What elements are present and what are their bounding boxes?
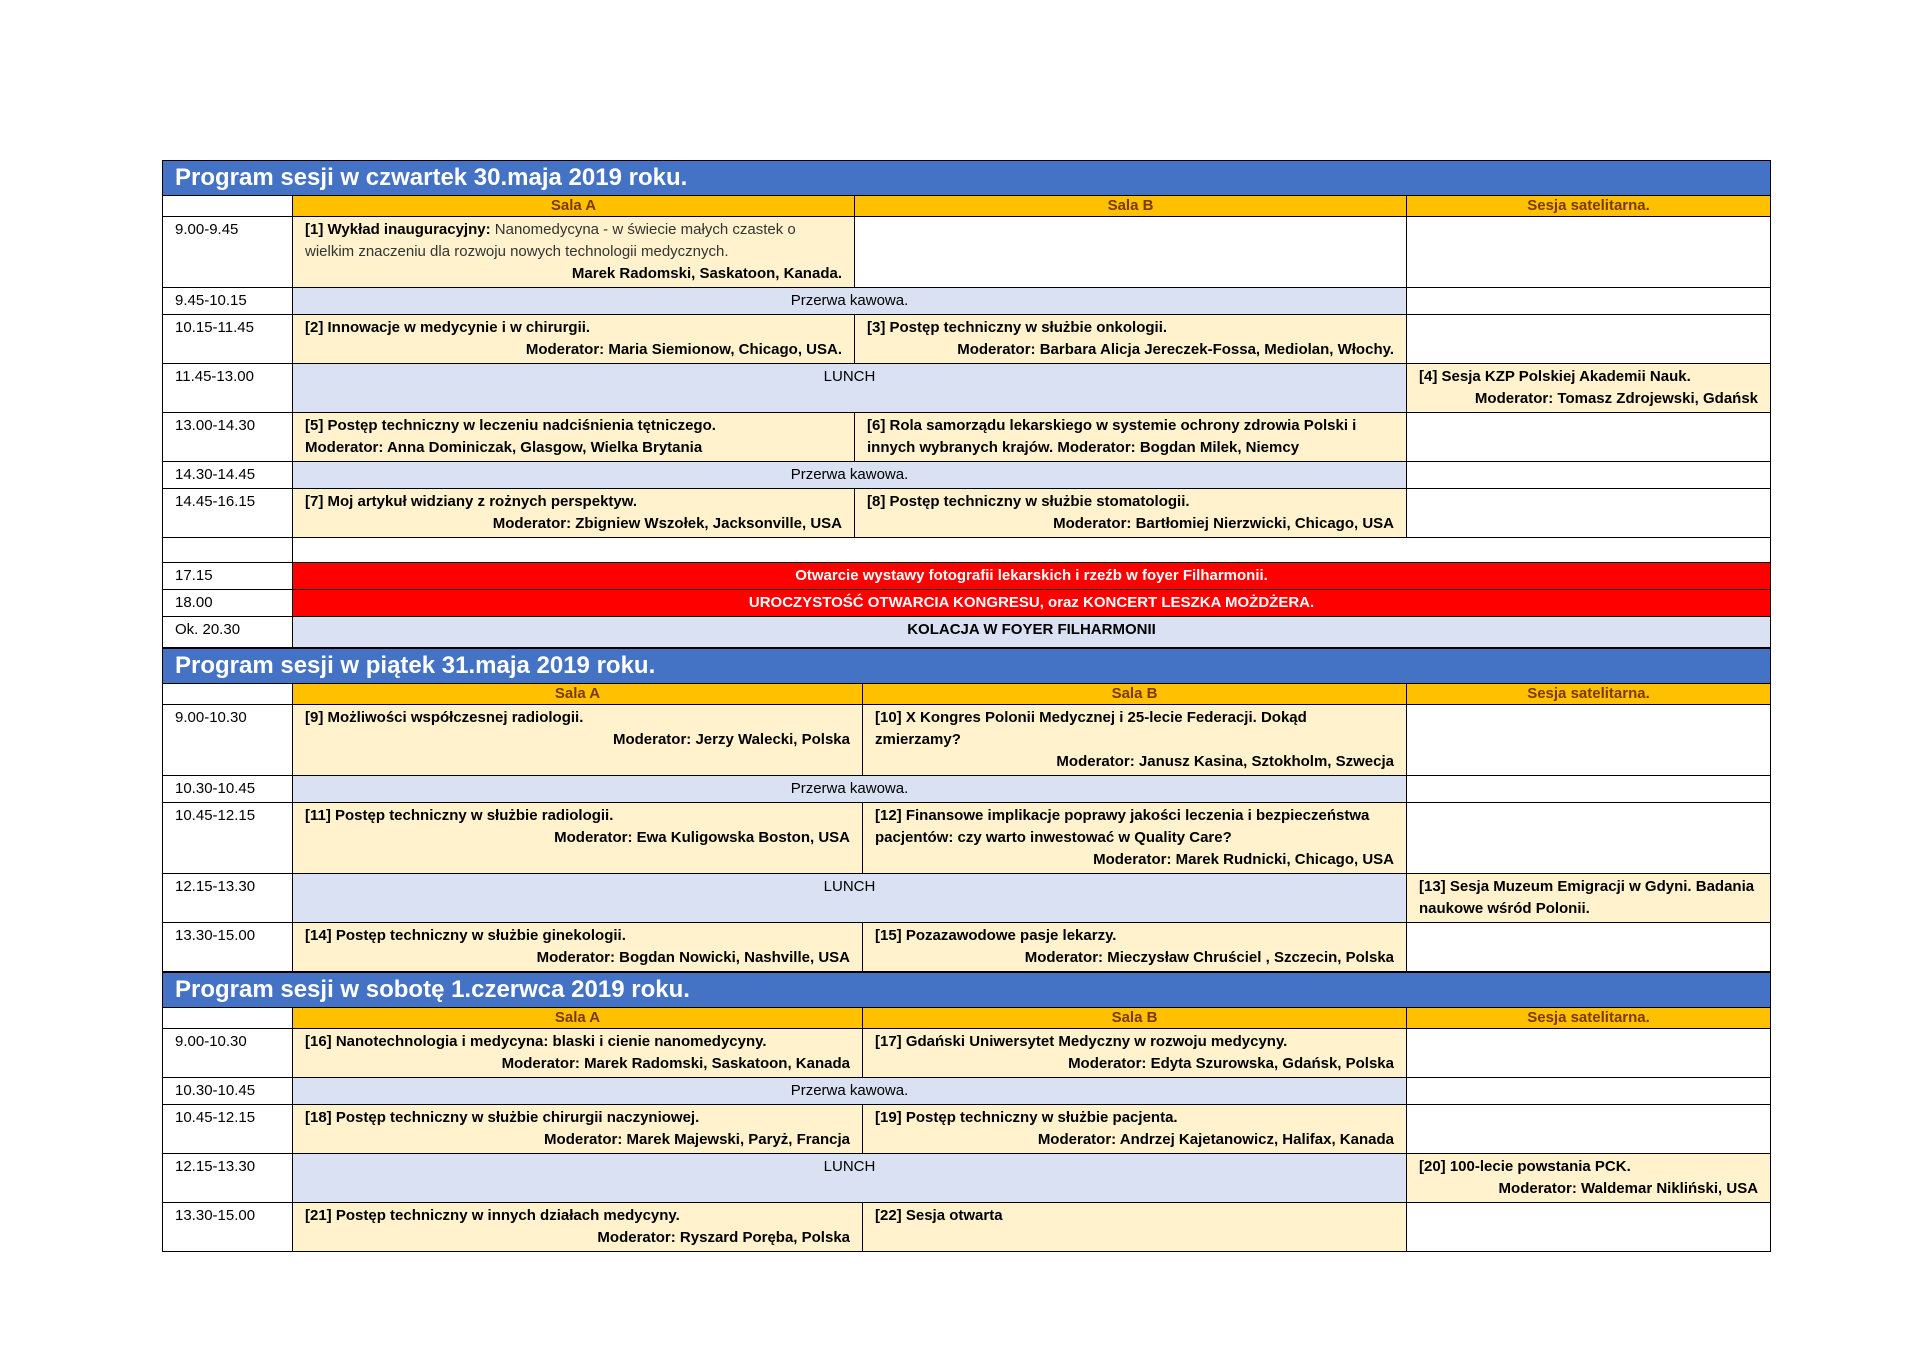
session-text: Nanomedycyna - w świecie małych czastek o wielkim znaczeniu dla rozwoju nowych technologii medycznych.	[305, 221, 796, 260]
time-cell: 14.45-16.15	[163, 489, 293, 538]
session-title: [9] Możliwości współczesnej radiologii.	[305, 709, 584, 726]
table-row	[163, 288, 1771, 315]
session-cell	[293, 489, 855, 538]
empty-cell	[1407, 217, 1771, 288]
table-row	[163, 364, 1771, 413]
empty-cell	[1407, 803, 1771, 874]
time-cell: 10.45-12.15	[163, 1105, 293, 1154]
session-cell	[863, 1029, 1407, 1078]
session-moderator: Moderator: Marek Radomski, Saskatoon, Kanada	[501, 1055, 850, 1072]
table-row	[163, 776, 1771, 803]
session-moderator: Moderator: Bartłomiej Nierzwicki, Chicago, USA	[1053, 515, 1394, 532]
empty-cell	[1407, 462, 1771, 489]
session-cell	[1407, 1154, 1771, 1203]
time-cell: 9.00-10.30	[163, 705, 293, 776]
table-row	[163, 563, 1771, 590]
time-col-header	[163, 684, 293, 705]
session-moderator: Moderator: Marek Rudnicki, Chicago, USA	[1093, 851, 1394, 868]
time-cell: Ok. 20.30	[163, 617, 293, 648]
session-title: [16] Nanotechnologia i medycyna: blaski i cienie nanomedycyny.	[305, 1033, 767, 1050]
table-row	[163, 923, 1771, 972]
session-moderator: Moderator: Tomasz Zdrojewski, Gdańsk	[1474, 390, 1759, 407]
session-cell	[863, 803, 1407, 874]
empty-cell	[1407, 923, 1771, 972]
table-row	[163, 489, 1771, 538]
time-cell: 10.15-11.45	[163, 315, 293, 364]
session-title: [20] 100-lecie powstania PCK.	[1419, 1158, 1631, 1175]
session-moderator: Moderator: Janusz Kasina, Sztokholm, Szwecja	[1056, 753, 1394, 770]
empty-cell	[1407, 288, 1771, 315]
sesja-header: Sesja satelitarna.	[1407, 1008, 1771, 1029]
empty-cell	[1407, 315, 1771, 364]
time-cell: 17.15	[163, 563, 293, 590]
session-cell	[293, 315, 855, 364]
time-cell: 10.30-10.45	[163, 776, 293, 803]
session-title: [18] Postęp techniczny w służbie chirurgii naczyniowej.	[305, 1109, 700, 1126]
session-moderator: Moderator: Andrzej Kajetanowicz, Halifax, Kanada	[1037, 1131, 1394, 1148]
sala-b-header: Sala B	[863, 1008, 1407, 1029]
empty-cell	[1407, 1105, 1771, 1154]
session-cell	[293, 923, 863, 972]
session-cell	[293, 1029, 863, 1078]
session-cell	[863, 1105, 1407, 1154]
dinner-cell: KOLACJA W FOYER FILHARMONII	[293, 617, 1771, 648]
empty-cell	[293, 538, 1771, 563]
table-row	[163, 874, 1771, 923]
session-label: [1] Wykład inauguracyjny:	[305, 221, 491, 238]
empty-cell	[1407, 489, 1771, 538]
time-col-header	[163, 1008, 293, 1029]
break-cell: Przerwa kawowa.	[293, 462, 1407, 489]
sesja-header: Sesja satelitarna.	[1407, 684, 1771, 705]
session-moderator: Moderator: Bogdan Nowicki, Nashville, USA	[536, 949, 850, 966]
table-row	[163, 413, 1771, 462]
time-cell: 13.30-15.00	[163, 923, 293, 972]
session-cell	[863, 705, 1407, 776]
lunch-cell: LUNCH	[293, 874, 1407, 923]
time-cell: 13.00-14.30	[163, 413, 293, 462]
session-title: [6] Rola samorządu lekarskiego w systemie ochrony zdrowia Polski i innych wybranych krajów. Moderator: Bogdan Milek, Niemcy	[867, 417, 1357, 456]
session-cell	[855, 489, 1407, 538]
session-moderator: Moderator: Barbara Alicja Jereczek-Fossa, Mediolan, Włochy.	[957, 341, 1394, 358]
table-row	[163, 1029, 1771, 1078]
time-cell: 12.15-13.30	[163, 1154, 293, 1203]
break-cell: Przerwa kawowa.	[293, 1078, 1407, 1105]
sala-a-header: Sala A	[293, 1008, 863, 1029]
time-cell: 18.00	[163, 590, 293, 617]
session-cell	[863, 1203, 1407, 1252]
session-cell	[855, 413, 1407, 462]
event-cell: Otwarcie wystawy fotografii lekarskich i rzeźb w foyer Filharmonii.	[293, 563, 1771, 590]
session-moderator: Marek Radomski, Saskatoon, Kanada.	[571, 265, 842, 282]
table-row	[163, 315, 1771, 364]
table-row	[163, 462, 1771, 489]
table-row	[163, 590, 1771, 617]
table-row	[163, 617, 1771, 648]
session-title: [14] Postęp techniczny w służbie ginekologii.	[305, 927, 626, 944]
session-cell	[293, 1105, 863, 1154]
time-cell: 9.45-10.15	[163, 288, 293, 315]
day2-table	[162, 648, 1771, 972]
session-cell	[855, 315, 1407, 364]
table-row	[163, 217, 1771, 288]
time-col-header	[163, 196, 293, 217]
session-moderator: Moderator: Zbigniew Wszołek, Jacksonville, USA	[492, 515, 842, 532]
empty-cell	[163, 538, 293, 563]
sala-a-header: Sala A	[293, 684, 863, 705]
table-row	[163, 1078, 1771, 1105]
empty-cell	[1407, 413, 1771, 462]
session-moderator: Moderator: Ewa Kuligowska Boston, USA	[554, 829, 850, 846]
empty-cell	[1407, 705, 1771, 776]
sala-b-header: Sala B	[863, 684, 1407, 705]
lunch-cell: LUNCH	[293, 364, 1407, 413]
empty-cell	[855, 217, 1407, 288]
session-title: [17] Gdański Uniwersytet Medyczny w rozwoju medycyny.	[875, 1033, 1288, 1050]
day1-title: Program sesji w czwartek 30.maja 2019 roku.	[163, 161, 1771, 196]
session-moderator: Moderator: Waldemar Nikliński, USA	[1498, 1180, 1759, 1197]
session-title: [15] Pozazawodowe pasje lekarzy.	[875, 927, 1117, 944]
session-moderator: Moderator: Jerzy Walecki, Polska	[612, 731, 850, 748]
time-cell: 12.15-13.30	[163, 874, 293, 923]
session-cell: [13] Sesja Muzeum Emigracji w Gdyni. Badania naukowe wśród Polonii.	[1407, 874, 1771, 923]
session-title: [10] X Kongres Polonii Medycznej i 25-lecie Federacji. Dokąd zmierzamy?	[875, 709, 1307, 748]
break-cell: Przerwa kawowa.	[293, 776, 1407, 803]
time-cell: 9.00-10.30	[163, 1029, 293, 1078]
day1-table	[162, 160, 1771, 648]
day3-table	[162, 972, 1771, 1252]
sala-a-header: Sala A	[293, 196, 855, 217]
lunch-cell: LUNCH	[293, 1154, 1407, 1203]
session-title: [3] Postęp techniczny w służbie onkologii.	[867, 319, 1168, 336]
session-title: [7] Moj artykuł widziany z rożnych perspektyw.	[305, 493, 638, 510]
session-cell	[293, 803, 863, 874]
session-title: [5] Postęp techniczny w leczeniu nadciśnienia tętniczego.	[305, 417, 716, 434]
program-sheet	[162, 160, 1770, 1252]
table-row	[163, 1203, 1771, 1252]
session-title: [12] Finansowe implikacje poprawy jakości leczenia i bezpieczeństwa pacjentów: czy warto inwestować w Quality Care?	[875, 807, 1370, 846]
time-cell: 10.45-12.15	[163, 803, 293, 874]
session-title: [2] Innowacje w medycynie i w chirurgii.	[305, 319, 591, 336]
session-title: [11] Postęp techniczny w służbie radiologii.	[305, 807, 614, 824]
day2-title: Program sesji w piątek 31.maja 2019 roku.	[163, 649, 1771, 684]
time-cell: 11.45-13.00	[163, 364, 293, 413]
session-title: [22] Sesja otwarta	[875, 1207, 1003, 1224]
session-cell	[293, 217, 855, 288]
session-moderator: Moderator: Ryszard Poręba, Polska	[597, 1229, 850, 1246]
session-title: [8] Postęp techniczny w służbie stomatologii.	[867, 493, 1190, 510]
table-row	[163, 705, 1771, 776]
event-cell: UROCZYSTOŚĆ OTWARCIA KONGRESU, oraz KONCERT LESZKA MOŻDŻERA.	[293, 590, 1771, 617]
empty-cell	[1407, 776, 1771, 803]
session-cell	[1407, 364, 1771, 413]
time-cell: 9.00-9.45	[163, 217, 293, 288]
spacer-row	[163, 538, 1771, 563]
empty-cell	[1407, 1029, 1771, 1078]
session-cell	[293, 705, 863, 776]
sesja-header: Sesja satelitarna.	[1407, 196, 1771, 217]
empty-cell	[1407, 1078, 1771, 1105]
time-cell: 13.30-15.00	[163, 1203, 293, 1252]
session-title: [4] Sesja KZP Polskiej Akademii Nauk.	[1419, 368, 1691, 385]
session-cell	[293, 413, 855, 462]
session-moderator: Moderator: Anna Dominiczak, Glasgow, Wielka Brytania	[305, 439, 703, 456]
session-moderator: Moderator: Edyta Szurowska, Gdańsk, Polska	[1068, 1055, 1394, 1072]
session-moderator: Moderator: Maria Siemionow, Chicago, USA.	[525, 341, 842, 358]
break-cell: Przerwa kawowa.	[293, 288, 1407, 315]
table-row	[163, 803, 1771, 874]
day3-title: Program sesji w sobotę 1.czerwca 2019 roku.	[163, 973, 1771, 1008]
table-row	[163, 1105, 1771, 1154]
session-title: [19] Postęp techniczny w służbie pacjenta.	[875, 1109, 1178, 1126]
empty-cell	[1407, 1203, 1771, 1252]
session-moderator: Moderator: Marek Majewski, Paryż, Francja	[544, 1131, 850, 1148]
session-cell	[863, 923, 1407, 972]
session-cell	[293, 1203, 863, 1252]
time-cell: 10.30-10.45	[163, 1078, 293, 1105]
session-title: [21] Postęp techniczny w innych działach medycyny.	[305, 1207, 680, 1224]
table-row	[163, 1154, 1771, 1203]
session-moderator: Moderator: Mieczysław Chruściel , Szczecin, Polska	[1024, 949, 1394, 966]
sala-b-header: Sala B	[855, 196, 1407, 217]
time-cell: 14.30-14.45	[163, 462, 293, 489]
